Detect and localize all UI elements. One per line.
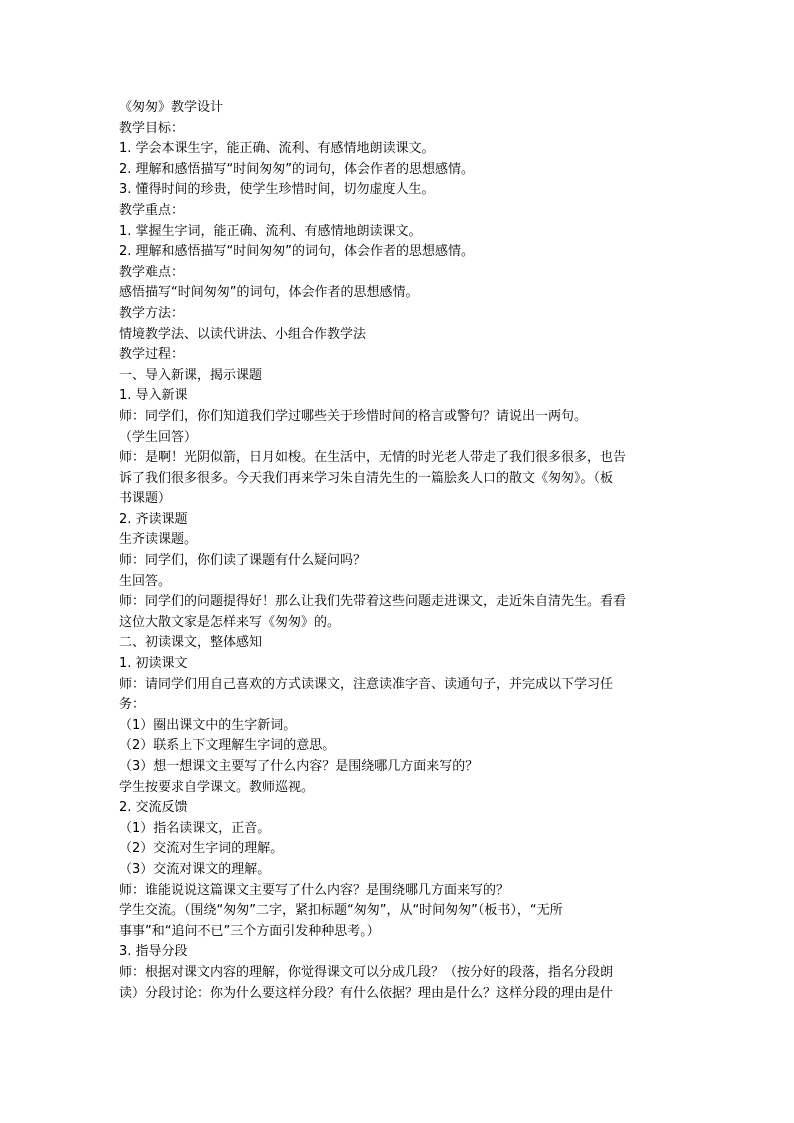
text-line: 书课题） bbox=[119, 491, 172, 507]
text-line: 教学难点： bbox=[119, 264, 185, 280]
text-line: 务： bbox=[119, 697, 146, 713]
text-line: 2. 齐读课题 bbox=[119, 511, 188, 527]
text-line: （3）交流对课文的理解。 bbox=[119, 861, 271, 877]
text-line: 情境教学法、以读代讲法、小组合作教学法 bbox=[119, 326, 367, 342]
text-line: （2）联系上下文理解生字词的意思。 bbox=[119, 738, 336, 754]
document-body bbox=[119, 98, 679, 1004]
text-line: （2）交流对生字词的理解。 bbox=[119, 841, 284, 857]
text-line: 1. 初读课文 bbox=[119, 656, 188, 672]
text-line: 事事”和“追问不已”三个方面引发种种思考。） bbox=[119, 923, 380, 939]
text-line: 生齐读课题。 bbox=[119, 532, 198, 548]
text-line: （3）想一想课文主要写了什么内容？是围绕哪几方面来写的？ bbox=[119, 759, 479, 774]
text-line: 感悟描写“时间匆匆”的词句，体会作者的思想感情。 bbox=[119, 285, 419, 301]
text-line: 师：同学们的问题提得好！那么让我们先带着这些问题走进课文，走近朱自清先生。看看 bbox=[119, 594, 627, 610]
text-line: 3. 指导分段 bbox=[119, 944, 188, 960]
text-line: 2. 交流反馈 bbox=[119, 800, 188, 816]
text-line: （1）指名读课文，正音。 bbox=[119, 820, 271, 836]
text-line: 诉了我们很多很多。今天我们再来学习朱自清先生的一篇脍炙人口的散文《匆匆》。（板 bbox=[119, 470, 614, 486]
text-line: 师：是啊！光阴似箭，日月如梭。在生活中，无情的时光老人带走了我们很多很多，也告 bbox=[119, 450, 627, 466]
text-line: 二、初读课文，整体感知 bbox=[119, 635, 263, 651]
text-line: 教学重点： bbox=[119, 202, 185, 218]
text-line: 师：根据对课文内容的理解，你觉得课文可以分成几段？（按分好的段落，指名分段朗 bbox=[119, 964, 614, 980]
text-line: 这位大散文家是怎样来写《匆匆》的。 bbox=[119, 614, 341, 630]
text-line: 2. 理解和感悟描写“时间匆匆”的词句，体会作者的思想感情。 bbox=[119, 244, 475, 260]
text-line: 教学方法： bbox=[119, 305, 185, 321]
text-line: （1）圈出课文中的生字新词。 bbox=[119, 717, 297, 733]
text-line: 师：同学们，你们知道我们学过哪些关于珍惜时间的格言或警句？请说出一两句。 bbox=[119, 408, 588, 424]
text-line: 教学目标： bbox=[119, 120, 185, 136]
text-line: 教学过程： bbox=[119, 347, 185, 363]
text-line: 3. 懂得时间的珍贵，使学生珍惜时间，切勿虚度人生。 bbox=[119, 182, 435, 198]
text-line: 师：谁能说说这篇课文主要写了什么内容？是围绕哪几方面来写的？ bbox=[119, 882, 510, 898]
text-line: 师：同学们，你们读了课题有什么疑问吗？ bbox=[119, 553, 367, 569]
text-line: 1. 学会本课生字，能正确、流利、有感情地朗读课文。 bbox=[119, 141, 435, 157]
text-line: 1. 导入新课 bbox=[119, 388, 188, 404]
document-title: 《匆匆》教学设计 bbox=[119, 100, 224, 115]
text-line: 2. 理解和感悟描写“时间匆匆”的词句，体会作者的思想感情。 bbox=[119, 161, 475, 177]
text-line: 学生按要求自学课文。教师巡视。 bbox=[119, 779, 315, 795]
text-line: 师：请同学们用自己喜欢的方式读课文，注意读准字音、读通句子，并完成以下学习任 bbox=[119, 676, 614, 692]
text-line: （学生回答） bbox=[119, 429, 198, 445]
text-line: 学生交流。（围绕“匆匆”二字，紧扣标题“匆匆”，从“时间匆匆”（板书），“无所 bbox=[119, 903, 563, 919]
text-line: 一、导入新课，揭示课题 bbox=[119, 367, 263, 383]
text-line: 读）分段讨论：你为什么要这样分段？有什么依据？理由是什么？这样分段的理由是什 bbox=[119, 985, 614, 1001]
text-line: 1. 掌握生字词，能正确、流利、有感情地朗读课文。 bbox=[119, 223, 422, 239]
text-line: 生回答。 bbox=[119, 573, 172, 589]
